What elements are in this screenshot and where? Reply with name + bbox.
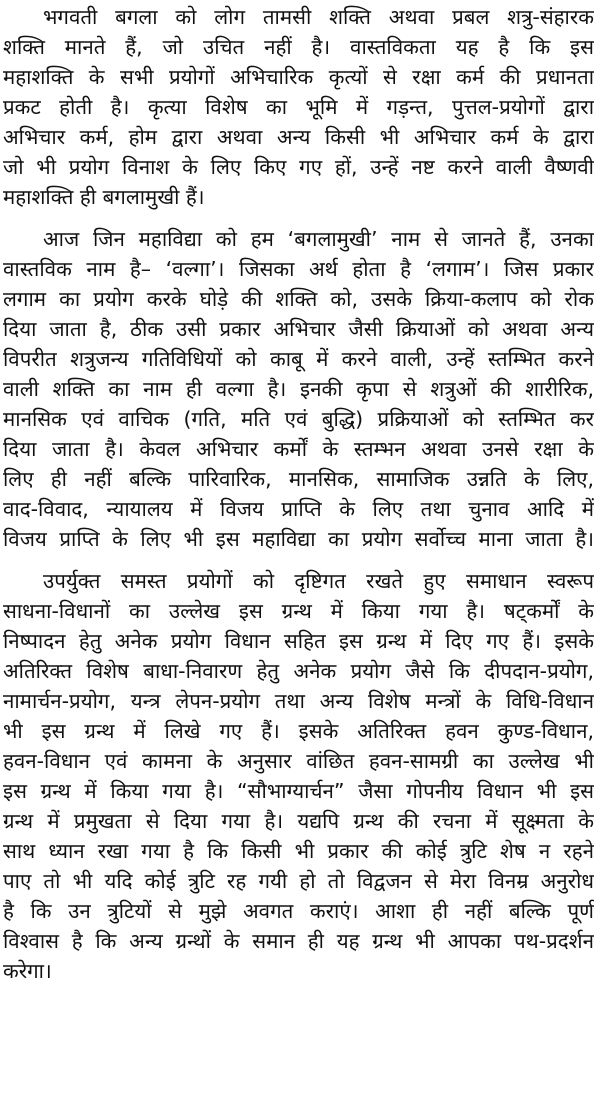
text-line: भी इस ग्रन्थ में लिखे गए हैं। इसके अतिरिक्त हवन कुण्ड-विधान,	[3, 719, 594, 743]
text-line: लगाम का प्रयोग करके घोड़े की शक्ति को, उसके क्रिया-कलाप को रोक	[3, 287, 594, 311]
text-line: अभिचार कर्म, होम द्वारा अथवा अन्य किसी भी अभिचार कर्म के द्वारा	[3, 125, 594, 149]
text-line: मानसिक एवं वाचिक (गति, मति एवं बुद्धि) प्रक्रियाओं को स्तम्भित कर	[3, 407, 594, 431]
text-line: विजय प्राप्ति के लिए भी इस महाविद्या का प्रयोग सर्वोच्च माना जाता है।	[3, 527, 594, 551]
text-line: आज जिन महाविद्या को हम ‘बगलामुखी’ नाम से जानते हैं, उनका	[43, 227, 594, 251]
text-line: अतिरिक्त विशेष बाधा-निवारण हेतु अनेक प्रयोग जैसे कि दीपदान-प्रयोग,	[3, 659, 594, 683]
text-line: विश्वास है कि अन्य ग्रन्थों के समान ही यह ग्रन्थ भी आपका पथ-प्रदर्शन	[3, 929, 594, 953]
text-line: पाए तो भी यदि कोई त्रुटि रह गयी हो तो विद्वजन से मेरा विनम्र अनुरोध	[3, 869, 594, 893]
text-line: महाशक्ति के सभी प्रयोगों अभिचारिक कृत्यों से रक्षा कर्म की प्रधानता	[3, 65, 594, 89]
text-line: साधना-विधानों का उल्लेख इस ग्रन्थ में किया गया है। षट्कर्मों के	[3, 599, 594, 623]
text-line: दिया जाता है, ठीक उसी प्रकार अभिचार जैसी क्रियाओं को अथवा अन्य	[3, 317, 594, 341]
text-line: ग्रन्थ में प्रमुखता से दिया गया है। यद्यपि ग्रन्थ की रचना में सूक्ष्मता के	[3, 809, 594, 833]
text-line: वास्तविक नाम है– ‘वल्गा’। जिसका अर्थ होता है ‘लगाम’। जिस प्रकार	[3, 257, 594, 281]
paragraph-1	[3, 2, 594, 212]
text-line: हवन-विधान एवं कामना के अनुसार वांछित हवन-सामग्री का उल्लेख भी	[3, 749, 594, 773]
text-line: भगवती बगला को लोग तामसी शक्ति अथवा प्रबल शत्रु-संहारक	[43, 5, 594, 29]
text-line: साथ ध्यान रखा गया है कि किसी भी प्रकार की कोई त्रुटि शेष न रहने	[3, 839, 594, 863]
text-line: नामार्चन-प्रयोग, यन्त्र लेपन-प्रयोग तथा अन्य विशेष मन्त्रों के विधि-विधान	[3, 689, 594, 713]
text-line: महाशक्ति ही बगलामुखी हैं।	[3, 185, 205, 209]
text-line: शक्ति मानते हैं, जो उचित नहीं है। वास्तविकता यह है कि इस	[3, 35, 594, 59]
text-line: विपरीत शत्रुजन्य गतिविधियों को काबू में करने वाली, उन्हें स्तम्भित करने	[3, 347, 594, 371]
text-line: वाद-विवाद, न्यायालय में विजय प्राप्ति के लिए तथा चुनाव आदि में	[3, 497, 594, 521]
text-line: है कि उन त्रुटियों से मुझे अवगत कराएं। आशा ही नहीं बल्कि पूर्ण	[3, 899, 594, 923]
text-line: करेगा।	[3, 959, 52, 983]
text-line: जो भी प्रयोग विनाश के लिए किए गए हों, उन्हें नष्ट करने वाली वैष्णवी	[3, 155, 594, 179]
text-line: निष्पादन हेतु अनेक प्रयोग विधान सहित इस ग्रन्थ में दिए गए हैं। इसके	[3, 629, 594, 653]
paragraph-2	[3, 224, 594, 554]
text-line: वाली शक्ति का नाम ही वल्गा है। इनकी कृपा से शत्रुओं की शारीरिक,	[3, 377, 594, 401]
text-line: उपर्युक्त समस्त प्रयोगों को दृष्टिगत रखते हुए समाधान स्वरूप	[43, 569, 594, 593]
text-line: दिया जाता है। केवल अभिचार कर्मों के स्तम्भन अथवा उनसे रक्षा के	[3, 437, 594, 461]
text-line: प्रकट होती है। कृत्या विशेष का भूमि में गड़न्त, पुत्तल-प्रयोगों द्वारा	[3, 95, 594, 119]
text-line: इस ग्रन्थ में किया गया है। “सौभाग्यार्चन” जैसा गोपनीय विधान भी इस	[3, 779, 594, 803]
text-line: लिए ही नहीं बल्कि पारिवारिक, मानसिक, सामाजिक उन्नति के लिए,	[3, 467, 594, 491]
paragraph-3	[3, 566, 594, 986]
